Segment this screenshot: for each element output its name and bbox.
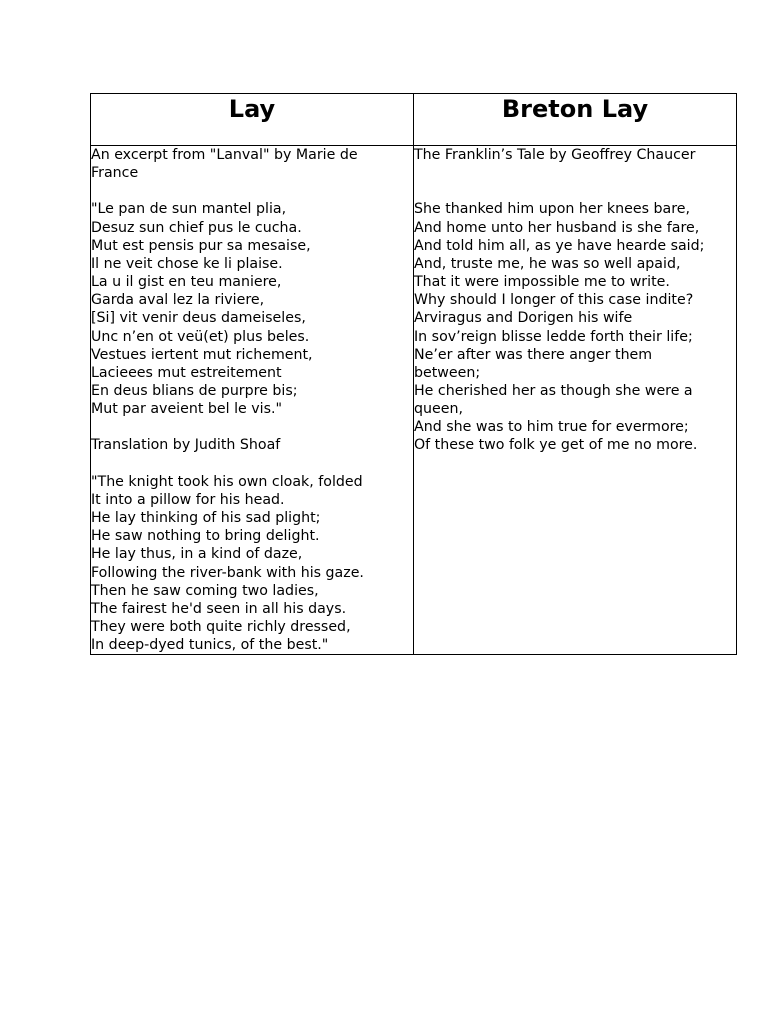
lanval-text-line: "The knight took his own cloak, folded [91, 473, 363, 490]
franklins-tale-text-line: Ne’er after was there anger them [414, 346, 653, 363]
lanval-text-line: It into a pillow for his head. [91, 491, 285, 508]
lay-column-header: Lay [91, 94, 414, 146]
lanval-text-line: [Si] vit venir deus dameiseles, [91, 310, 306, 327]
lanval-text-line: Garda aval lez la riviere, [91, 292, 265, 309]
franklins-tale-text-line: queen, [414, 401, 463, 418]
lanval-text-line: Vestues iertent mut richement, [91, 346, 313, 363]
lanval-text-line: France [91, 165, 139, 182]
franklins-tale-text-line: And home unto her husband is she fare, [414, 219, 700, 236]
blank-line [414, 182, 736, 200]
lanval-text-line: In deep-dyed tunics, of the best." [91, 637, 329, 654]
lanval-text-line: Then he saw coming two ladies, [91, 582, 319, 599]
franklins-tale-text-line: Why should I longer of this case indite? [414, 292, 694, 309]
lanval-text-line: "Le pan de sun mantel plia, [91, 201, 287, 218]
franklins-tale-text-line: In sov’reign blisse ledde forth their life; [414, 328, 693, 345]
breton-lay-column-header: Breton Lay [414, 94, 737, 146]
lanval-excerpt-cell [91, 146, 414, 655]
franklins-tale-cell [414, 146, 737, 655]
lanval-text-line: An excerpt from "Lanval" by Marie de [91, 147, 358, 163]
lanval-text-line: Mut par aveient bel le vis." [91, 401, 283, 418]
header-row [91, 94, 737, 146]
lanval-text-line: En deus blians de purpre bis; [91, 383, 298, 400]
lanval-text-line: Desuz sun chief pus le cucha. [91, 219, 302, 236]
franklins-tale-text-line: He cherished her as though she were a [414, 383, 693, 399]
blank-line [91, 418, 413, 436]
lanval-text-line: He saw nothing to bring delight. [91, 528, 320, 545]
blank-line [91, 182, 413, 200]
lanval-text-line: They were both quite richly dressed, [91, 619, 351, 636]
body-row [91, 146, 737, 655]
comparison-table [90, 93, 737, 655]
lanval-text-line: La u il gist en teu maniere, [91, 274, 282, 291]
franklins-tale-text-line: That it were impossible me to write. [414, 274, 670, 291]
lanval-text-line: Mut est pensis pur sa mesaise, [91, 237, 311, 254]
franklins-tale-text-line: And told him all, as ye have hearde said; [414, 237, 705, 254]
lanval-text-line: Unc n’en ot veü(et) plus beles. [91, 328, 310, 345]
franklins-tale-text-line: And she was to him true for evermore; [414, 419, 689, 436]
lanval-text-line: Lacieees mut estreitement [91, 364, 282, 381]
franklins-tale-text-line: She thanked him upon her knees bare, [414, 201, 690, 218]
lanval-text-line: Following the river-bank with his gaze. [91, 564, 364, 581]
blank-line [91, 455, 413, 473]
franklins-tale-text-line: Of these two folk ye get of me no more. [414, 437, 698, 454]
lanval-text-line: Il ne veit chose ke li plaise. [91, 255, 283, 272]
franklins-tale-text-line: between; [414, 364, 481, 381]
lanval-text-line: He lay thus, in a kind of daze, [91, 546, 303, 563]
blank-line [414, 164, 736, 182]
lanval-text-line: He lay thinking of his sad plight; [91, 510, 321, 527]
franklins-tale-text-line: The Franklin’s Tale by Geoffrey Chaucer [414, 147, 696, 163]
franklins-tale-text-line: And, truste me, he was so well apaid, [414, 255, 681, 272]
lanval-text-line: The fairest he'd seen in all his days. [91, 600, 347, 617]
lanval-text-line: Translation by Judith Shoaf [91, 437, 281, 454]
franklins-tale-text-line: Arviragus and Dorigen his wife [414, 310, 633, 327]
